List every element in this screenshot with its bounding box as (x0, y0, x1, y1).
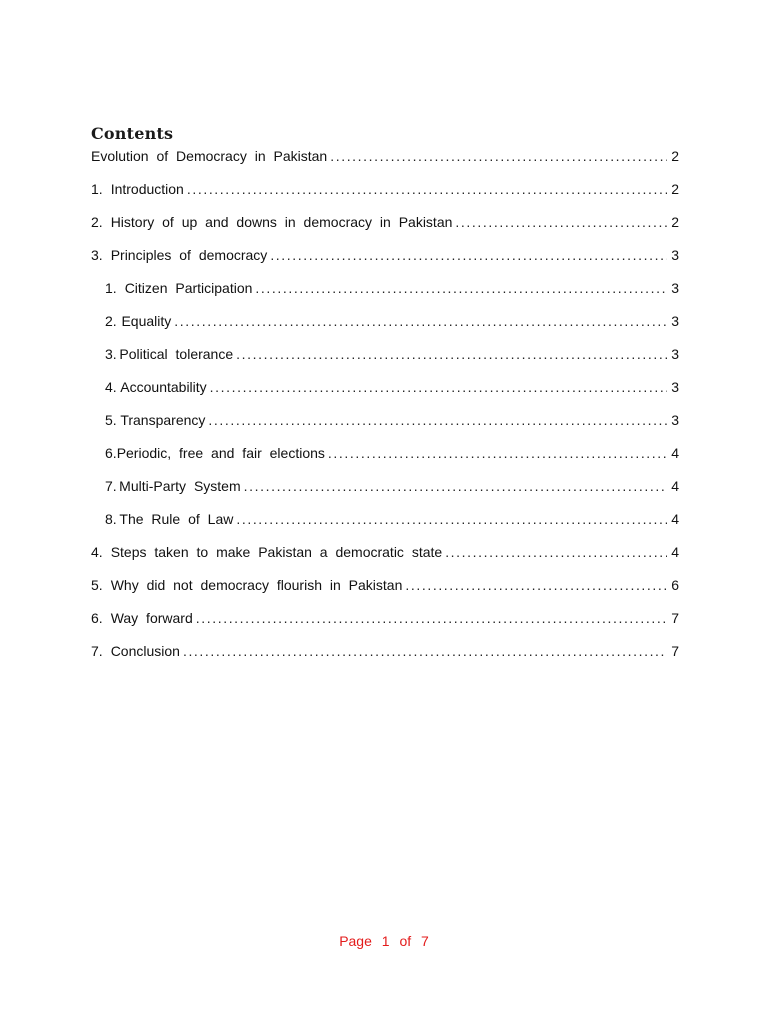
toc-entry[interactable] (91, 344, 679, 377)
dot-leader (208, 410, 667, 430)
toc-list (91, 146, 679, 674)
toc-entry-number: 6. (105, 445, 117, 461)
toc-entry-number: 7. (91, 643, 103, 659)
toc-entry-label: Conclusion (110, 643, 180, 659)
toc-entry-label: Multi-Party System (119, 478, 241, 494)
toc-entry-page: 2 (671, 214, 679, 230)
toc-entry[interactable] (91, 443, 679, 476)
toc-entry-number: 4. (105, 379, 117, 395)
dot-leader (445, 542, 667, 562)
toc-entry[interactable] (91, 179, 679, 212)
toc-entry[interactable] (91, 146, 679, 179)
page-footer: Page 1 of 7 (339, 933, 429, 949)
dot-leader (210, 377, 667, 397)
toc-entry-page: 2 (671, 181, 679, 197)
toc-entry-label: Principles of democracy (110, 247, 268, 263)
toc-entry-page: 3 (671, 346, 679, 362)
toc-entry-label: Accountability (120, 379, 207, 395)
toc-entry-page: 6 (671, 577, 679, 593)
toc-entry-label: The Rule of Law (119, 511, 234, 527)
toc-title: Contents (91, 124, 174, 143)
toc-entry[interactable] (91, 245, 679, 278)
toc-entry-label: Way forward (110, 610, 193, 626)
toc-entry-label: Equality (121, 313, 172, 329)
dot-leader (328, 443, 667, 463)
toc-entry-label: Steps taken to make Pakistan a democratic state (110, 544, 443, 560)
dot-leader (183, 641, 667, 661)
toc-entry-page: 4 (671, 544, 679, 560)
toc-entry-label: Citizen Participation (124, 280, 253, 296)
toc-entry-label: Evolution of Democracy in Pakistan (91, 148, 328, 164)
toc-entry-page: 3 (671, 412, 679, 428)
toc-entry[interactable] (91, 476, 679, 509)
toc-entry-number: 8. (105, 511, 117, 527)
toc-entry-page: 4 (671, 445, 679, 461)
toc-entry[interactable] (91, 212, 679, 245)
toc-entry[interactable] (91, 278, 679, 311)
dot-leader (270, 245, 667, 265)
dot-leader (244, 476, 667, 496)
toc-entry-number: 4. (91, 544, 103, 560)
toc-entry-label: Introduction (110, 181, 184, 197)
toc-entry-label: History of up and downs in democracy in Pakistan (110, 214, 453, 230)
toc-entry[interactable] (91, 509, 679, 542)
toc-entry-number: 1. (91, 181, 103, 197)
toc-entry[interactable] (91, 377, 679, 410)
dot-leader (236, 509, 667, 529)
toc-entry-page: 3 (671, 379, 679, 395)
dot-leader (330, 146, 667, 166)
toc-entry-label: Transparency (120, 412, 206, 428)
toc-entry-number: 3. (105, 346, 117, 362)
toc-entry-number: 2. (91, 214, 103, 230)
toc-entry-number: 6. (91, 610, 103, 626)
toc-entry-page: 7 (671, 643, 679, 659)
toc-entry[interactable] (91, 542, 679, 575)
dot-leader (405, 575, 667, 595)
toc-entry-number: 3. (91, 247, 103, 263)
toc-entry-number: 1. (105, 280, 117, 296)
toc-entry-label: Political tolerance (119, 346, 234, 362)
toc-entry-page: 3 (671, 247, 679, 263)
toc-entry-label: Why did not democracy flourish in Pakistan (110, 577, 403, 593)
toc-entry-page: 2 (671, 148, 679, 164)
toc-entry[interactable] (91, 311, 679, 344)
dot-leader (455, 212, 667, 232)
toc-entry-label: Periodic, free and fair elections (116, 445, 325, 461)
toc-entry[interactable] (91, 608, 679, 641)
toc-entry-page: 4 (671, 511, 679, 527)
toc-entry-page: 3 (671, 313, 679, 329)
dot-leader (196, 608, 667, 628)
toc-entry[interactable] (91, 575, 679, 608)
toc-entry-number: 7. (105, 478, 117, 494)
toc-entry-number: 5. (105, 412, 117, 428)
toc-entry-page: 7 (671, 610, 679, 626)
toc-entry-number: 2. (105, 313, 117, 329)
dot-leader (187, 179, 667, 199)
toc-entry-page: 4 (671, 478, 679, 494)
toc-entry-page: 3 (671, 280, 679, 296)
dot-leader (236, 344, 667, 364)
dot-leader (174, 311, 667, 331)
toc-entry[interactable] (91, 410, 679, 443)
toc-entry-number: 5. (91, 577, 103, 593)
toc-entry[interactable] (91, 641, 679, 674)
dot-leader (255, 278, 667, 298)
